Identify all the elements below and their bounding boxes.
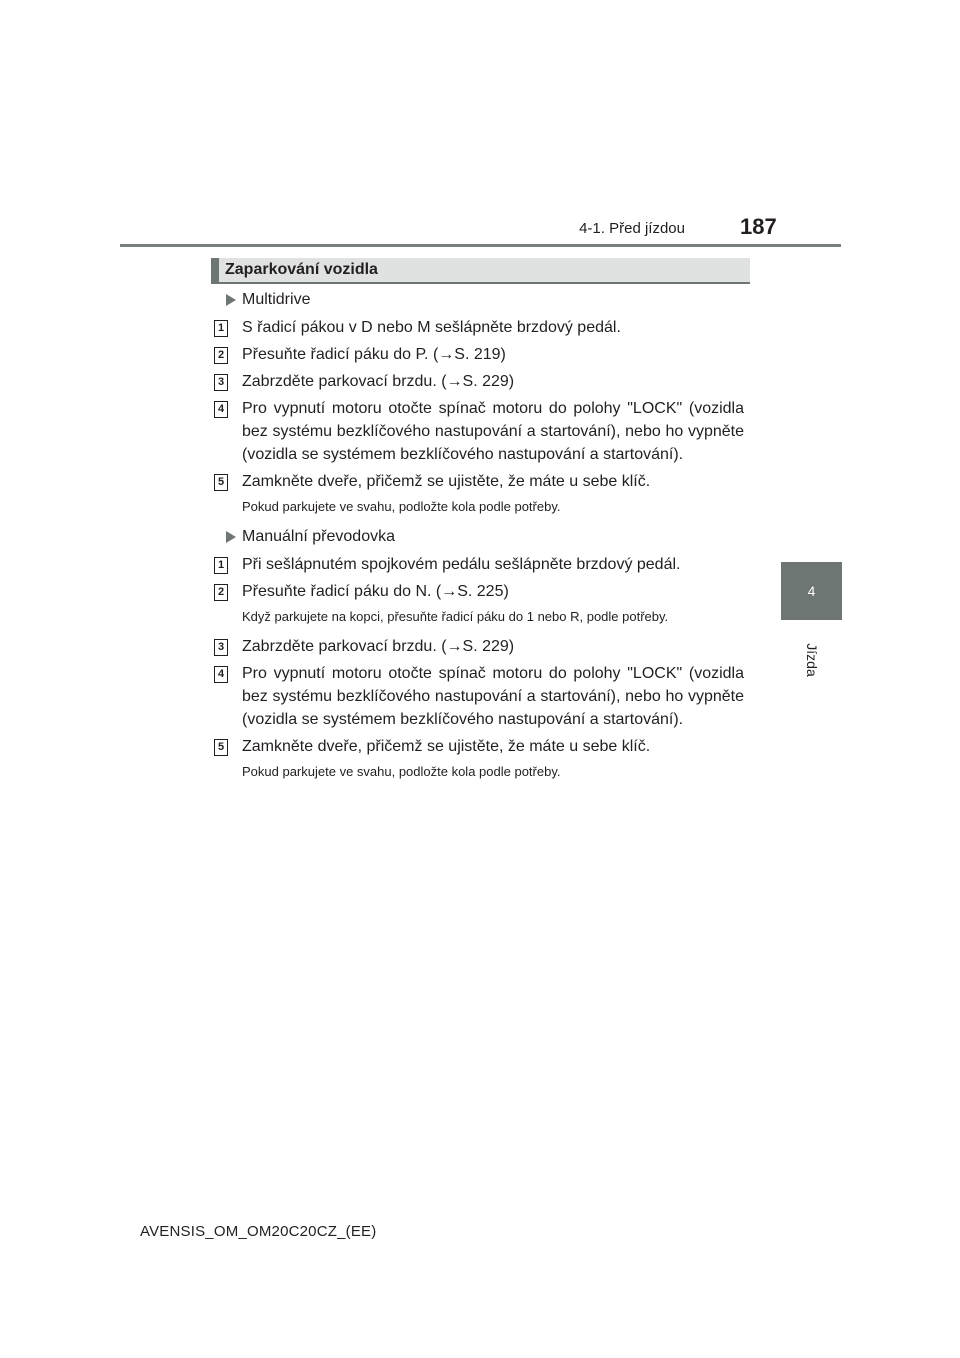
step-number: 4 <box>214 401 228 418</box>
step-text: Přesuňte řadicí páku do N. (→S. 225) <box>242 583 509 600</box>
step-number: 5 <box>214 474 228 491</box>
step-number: 4 <box>214 666 228 683</box>
multidrive-step <box>214 397 744 466</box>
manual-step <box>214 553 744 576</box>
multidrive-step <box>214 470 744 493</box>
triangle-bullet-icon <box>226 294 236 306</box>
step-text: Zamkněte dveře, přičemž se ujistěte, že máte u sebe klíč. <box>242 738 651 755</box>
manual-heading <box>214 525 744 549</box>
instructions <box>214 288 744 790</box>
document-code: AVENSIS_OM_OM20C20CZ_(EE) <box>140 1223 377 1240</box>
step-number: 2 <box>214 584 228 601</box>
step-number: 1 <box>214 557 228 574</box>
header-section-title: 4-1. Před jízdou <box>579 220 685 237</box>
multidrive-heading <box>214 288 744 312</box>
step-number: 1 <box>214 320 228 337</box>
step-text: Pro vypnutí motoru otočte spínač motoru do polohy "LOCK" (vozidla bez systému bezklíčového nastupování a startování), nebo ho vypněte (vozidla se systémem bezklíčového nastupování a startování). <box>242 665 744 728</box>
page-number: 187 <box>740 214 777 239</box>
step-text: Zabrzděte parkovací brzdu. (→S. 229) <box>242 638 515 655</box>
manual-note: Pokud parkujete ve svahu, podložte kola podle potřeby. <box>242 764 561 779</box>
multidrive-heading-text: Multidrive <box>242 291 311 308</box>
step-number: 3 <box>214 374 228 391</box>
section-header <box>211 258 750 284</box>
header-divider <box>120 244 841 247</box>
step-number: 5 <box>214 739 228 756</box>
step-text: Při sešlápnutém spojkovém pedálu sešlápněte brzdový pedál. <box>242 556 681 573</box>
step-text: Zabrzděte parkovací brzdu. (→S. 229) <box>242 373 515 390</box>
manual-step <box>214 735 744 758</box>
multidrive-step <box>214 316 744 339</box>
multidrive-note: Pokud parkujete ve svahu, podložte kola podle potřeby. <box>242 499 561 514</box>
manual-hill-note: Když parkujete na kopci, přesuňte řadicí páku do 1 nebo R, podle potřeby. <box>242 609 669 624</box>
manual-heading-text: Manuální převodovka <box>242 528 395 545</box>
multidrive-step <box>214 370 744 393</box>
step-text: Přesuňte řadicí páku do P. (→S. 219) <box>242 346 506 363</box>
step-text: S řadicí pákou v D nebo M sešlápněte brzdový pedál. <box>242 319 621 336</box>
triangle-bullet-icon <box>226 531 236 543</box>
chapter-label: Jízda <box>804 643 820 677</box>
multidrive-step <box>214 343 744 366</box>
manual-step <box>214 662 744 731</box>
step-number: 2 <box>214 347 228 364</box>
manual-step <box>214 635 744 658</box>
step-text: Pro vypnutí motoru otočte spínač motoru do polohy "LOCK" (vozidla bez systému bezklíčového nastupování a startování), nebo ho vypněte (vozidla se systémem bezklíčového nastupování a startování). <box>242 400 744 463</box>
chapter-tab[interactable]: 4 <box>781 562 842 620</box>
step-text: Zamkněte dveře, přičemž se ujistěte, že máte u sebe klíč. <box>242 473 651 490</box>
step-number: 3 <box>214 639 228 656</box>
manual-step <box>214 580 744 603</box>
section-title: Zaparkování vozidla <box>225 261 378 278</box>
